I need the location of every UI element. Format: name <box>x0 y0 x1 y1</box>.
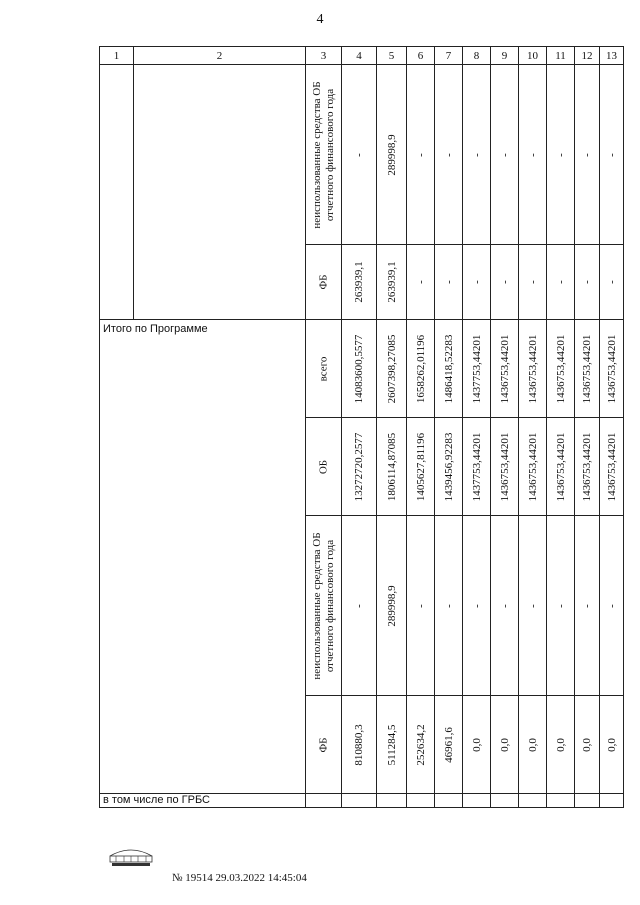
cell-empty <box>491 794 519 808</box>
cell-value: 263939,1 <box>385 261 398 303</box>
cell-value: 810880,3 <box>353 723 365 766</box>
cell-value: - <box>498 280 511 284</box>
cell-value: 1436753,44201 <box>605 432 618 501</box>
value-cell <box>575 245 600 320</box>
value-cell <box>547 65 575 245</box>
cell-value: 1436753,44201 <box>498 334 511 403</box>
value-cell <box>377 696 407 794</box>
cell-value: - <box>526 280 539 284</box>
cell-value: 1436753,44201 <box>581 334 593 403</box>
table-row <box>100 320 624 418</box>
row-header-text: ОБ <box>317 459 329 474</box>
value-cell <box>519 516 547 696</box>
cell-value: 252634,2 <box>414 723 427 766</box>
value-cell <box>377 418 407 516</box>
cell-value: 0,0 <box>581 737 593 752</box>
table-row <box>100 65 624 245</box>
cell-value: - <box>442 603 455 608</box>
cell-value: 46961,6 <box>442 726 455 763</box>
row-header <box>306 516 342 696</box>
col-number: 10 <box>519 47 547 65</box>
cell-value: 0,0 <box>498 737 511 752</box>
value-cell <box>435 245 463 320</box>
cell-value: 511284,5 <box>385 724 398 765</box>
cell-value: 289998,9 <box>385 584 398 627</box>
row-header <box>306 696 342 794</box>
row-header-text: всего <box>317 356 329 381</box>
value-cell <box>342 245 377 320</box>
cell-value: 1437753,44201 <box>470 432 483 501</box>
value-cell <box>491 320 519 418</box>
value-cell <box>342 418 377 516</box>
cell-empty <box>100 65 134 320</box>
row-header-text: ФБ <box>317 274 329 290</box>
cell-value: - <box>414 280 427 284</box>
value-cell <box>519 696 547 794</box>
cell-value: - <box>526 152 539 157</box>
value-cell <box>575 516 600 696</box>
cell-value: 1405627,81196 <box>414 432 427 501</box>
cell-value: 0,0 <box>605 737 618 752</box>
value-cell <box>491 516 519 696</box>
col-number: 13 <box>600 47 624 65</box>
value-cell <box>407 320 435 418</box>
value-cell <box>575 418 600 516</box>
value-cell <box>463 516 491 696</box>
value-cell <box>342 696 377 794</box>
row-header <box>306 320 342 418</box>
cell-value: - <box>470 603 483 608</box>
row-header-text: ФБ <box>317 736 329 753</box>
cell-value: - <box>581 152 593 157</box>
value-cell <box>575 320 600 418</box>
cell-value: 0,0 <box>554 737 567 752</box>
value-cell <box>547 696 575 794</box>
value-cell <box>407 696 435 794</box>
cell-value: 1436753,44201 <box>581 432 593 501</box>
value-cell <box>463 65 491 245</box>
col-number: 2 <box>134 47 306 65</box>
value-cell <box>600 696 624 794</box>
value-cell <box>407 65 435 245</box>
value-cell <box>435 516 463 696</box>
cell-value: 289998,9 <box>385 133 398 176</box>
value-cell <box>547 245 575 320</box>
cell-value: - <box>526 603 539 608</box>
value-cell <box>435 320 463 418</box>
cell-empty <box>600 794 624 808</box>
value-cell <box>600 320 624 418</box>
value-cell <box>435 65 463 245</box>
cell-value: - <box>442 152 455 157</box>
cell-value: 1436753,44201 <box>526 432 539 501</box>
cell-value: 13272720,2577 <box>353 432 365 501</box>
cell-empty <box>575 794 600 808</box>
document-stamp-icon <box>106 846 156 868</box>
value-cell <box>491 418 519 516</box>
col-number: 8 <box>463 47 491 65</box>
value-cell <box>463 696 491 794</box>
cell-value: - <box>414 152 427 157</box>
col-number: 11 <box>547 47 575 65</box>
cell-value: 1436753,44201 <box>526 334 539 403</box>
value-cell <box>377 516 407 696</box>
value-cell <box>463 418 491 516</box>
col-number: 1 <box>100 47 134 65</box>
cell-value: - <box>414 603 427 608</box>
cell-value: 1436753,44201 <box>498 432 511 501</box>
cell-value: - <box>442 280 455 284</box>
row-header <box>306 245 342 320</box>
row-header <box>306 65 342 245</box>
table-row <box>100 794 624 808</box>
cell-value: 1486418,52283 <box>442 334 455 403</box>
cell-empty <box>435 794 463 808</box>
cell-empty <box>134 65 306 320</box>
cell-value: 1437753,44201 <box>470 334 483 403</box>
cell-empty <box>306 794 342 808</box>
value-cell <box>491 65 519 245</box>
cell-value: - <box>581 280 593 284</box>
cell-value: - <box>605 152 618 157</box>
cell-value: 1658262,01196 <box>414 334 427 403</box>
cell-value: 1436753,44201 <box>605 334 618 403</box>
value-cell <box>463 320 491 418</box>
value-cell <box>342 65 377 245</box>
value-cell <box>407 516 435 696</box>
cell-value: 1439456,92283 <box>442 432 455 501</box>
col-number: 7 <box>435 47 463 65</box>
value-cell <box>377 320 407 418</box>
value-cell <box>519 418 547 516</box>
value-cell <box>519 65 547 245</box>
value-cell <box>575 65 600 245</box>
value-cell <box>463 245 491 320</box>
col-number: 3 <box>306 47 342 65</box>
cell-value: - <box>470 280 483 284</box>
value-cell <box>519 320 547 418</box>
cell-value: 14083600,5577 <box>353 334 365 403</box>
row-header-text: неиспользованные средства ОБ отчетного финансового года <box>310 531 336 680</box>
cell-value: 263939,1 <box>353 261 365 303</box>
cell-value: - <box>353 152 365 157</box>
value-cell <box>547 320 575 418</box>
value-cell <box>407 418 435 516</box>
value-cell <box>600 65 624 245</box>
cell-empty <box>547 794 575 808</box>
col-number: 5 <box>377 47 407 65</box>
value-cell <box>407 245 435 320</box>
cell-value: - <box>498 603 511 608</box>
cell-value: - <box>470 152 483 157</box>
cell-empty <box>407 794 435 808</box>
cell-value: - <box>498 152 511 157</box>
value-cell <box>435 696 463 794</box>
registration-text: 19514 29.03.2022 14:45:04 <box>185 872 307 884</box>
program-total-label: Итого по Программе <box>103 323 208 335</box>
row-header-text: неиспользованные средства ОБ отчетного финансового года <box>310 80 336 229</box>
value-cell <box>547 516 575 696</box>
value-cell <box>342 320 377 418</box>
value-cell <box>600 516 624 696</box>
page-number: 4 <box>316 12 324 27</box>
value-cell <box>491 245 519 320</box>
cell-empty <box>519 794 547 808</box>
grbs-label: в том числе по ГРБС <box>103 794 210 806</box>
value-cell <box>491 696 519 794</box>
column-number-row <box>100 47 624 65</box>
cell-value: - <box>581 603 593 608</box>
cell-value: - <box>554 280 567 284</box>
grbs-label-cell <box>100 794 306 808</box>
cell-empty <box>342 794 377 808</box>
col-number: 12 <box>575 47 600 65</box>
col-number: 4 <box>342 47 377 65</box>
value-cell <box>342 516 377 696</box>
cell-value: 1436753,44201 <box>554 432 567 501</box>
cell-empty <box>377 794 407 808</box>
col-number: 6 <box>407 47 435 65</box>
cell-value: - <box>605 280 618 284</box>
value-cell <box>575 696 600 794</box>
budget-table <box>99 46 624 808</box>
cell-value: - <box>554 603 567 608</box>
cell-value: - <box>353 603 365 608</box>
program-total-label-cell <box>100 320 306 794</box>
value-cell <box>547 418 575 516</box>
registration-footer <box>172 872 307 884</box>
cell-value: 1436753,44201 <box>554 334 567 403</box>
value-cell <box>600 418 624 516</box>
number-sign: № <box>172 872 183 884</box>
cell-empty <box>463 794 491 808</box>
value-cell <box>377 245 407 320</box>
value-cell <box>435 418 463 516</box>
cell-value: - <box>605 603 618 608</box>
row-header <box>306 418 342 516</box>
value-cell <box>600 245 624 320</box>
value-cell <box>377 65 407 245</box>
cell-value: 0,0 <box>526 737 539 752</box>
value-cell <box>519 245 547 320</box>
cell-value: 2607398,27085 <box>385 334 398 403</box>
cell-value: 1806114,87085 <box>385 432 398 501</box>
cell-value: - <box>554 152 567 157</box>
col-number: 9 <box>491 47 519 65</box>
cell-value: 0,0 <box>470 737 483 752</box>
